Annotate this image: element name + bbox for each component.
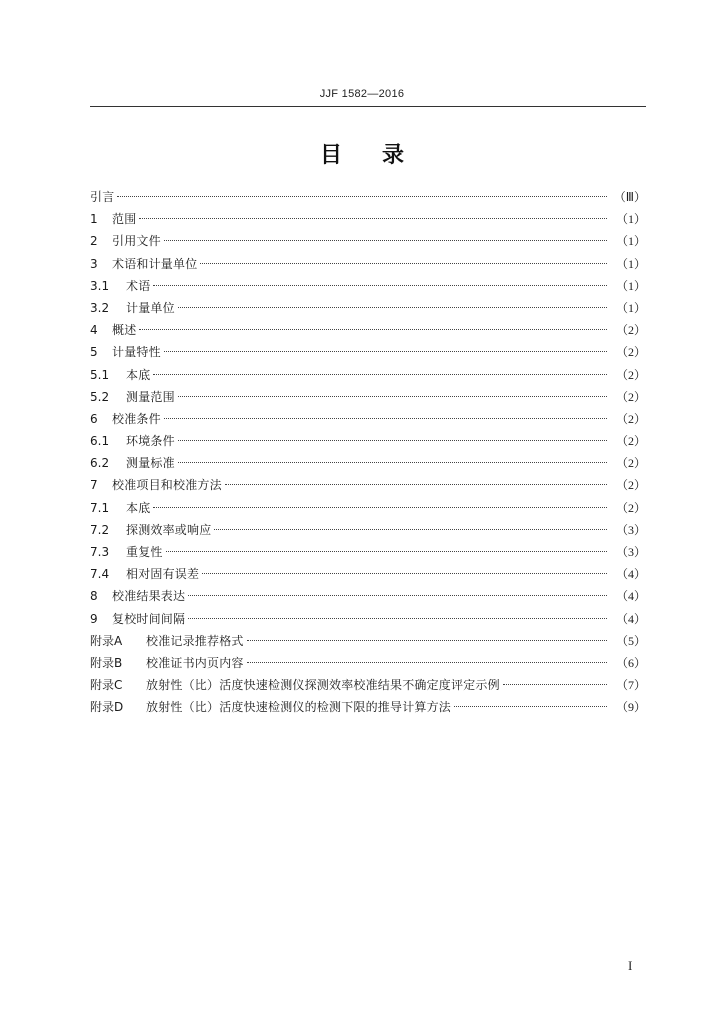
toc-entry-label: 校准项目和校准方法 [112,478,222,493]
toc-entry[interactable] [90,364,646,386]
toc-dot-leader [178,396,607,397]
toc-entry-page: （2） [615,367,646,382]
toc-entry-number: 5.2 [90,389,110,404]
toc-entry[interactable] [90,541,646,563]
toc-entry-label: 复校时间间隔 [112,611,186,626]
toc-entry-label: 概述 [112,323,137,338]
toc-entry[interactable] [90,275,646,297]
toc-dot-leader [503,684,607,685]
toc-entry[interactable] [90,186,646,208]
toc-dot-leader [139,218,607,219]
toc-entry-page: （1） [615,212,646,227]
toc-dot-leader [164,351,607,352]
toc-entry-page: （1） [615,300,646,315]
toc-entry-number: 3.1 [90,278,110,293]
page-number: I [628,958,633,973]
toc-dot-leader [153,507,607,508]
header-rule [90,106,646,107]
toc-entry[interactable] [90,608,646,630]
toc-entry-label: 范围 [112,212,137,227]
toc-entry-number: 7.1 [90,500,110,515]
toc-entry-label: 校准条件 [112,411,161,426]
toc-entry[interactable] [90,230,646,252]
toc-entry[interactable] [90,208,646,230]
toc-entry[interactable] [90,474,646,496]
toc-entry-label: 计量特性 [112,345,161,360]
toc-entry-page: （1） [615,256,646,271]
toc-entry-label: 测量范围 [126,389,175,404]
toc-dot-leader [214,529,607,530]
toc-entry-page: （3） [615,522,646,537]
toc-dot-leader [247,640,607,641]
toc-entry[interactable] [90,341,646,363]
toc-entry-number: 5 [90,345,98,360]
toc-entry-number: 3 [90,256,98,271]
toc-entry-number: 7.3 [90,545,110,559]
toc-dot-leader [117,196,607,197]
toc-dot-leader [178,462,607,463]
toc-entry-page: （Ⅲ） [613,190,646,204]
toc-entry[interactable] [90,430,646,452]
toc-entry-number: 4 [90,323,98,338]
toc-dot-leader [188,595,607,596]
toc-entry-page: （5） [615,633,646,648]
toc-entry-label: 术语 [126,278,151,293]
toc-entry-page: （2） [615,500,646,515]
toc-entry-label: 本底 [126,367,151,382]
toc-entry-label: 放射性（比）活度快速检测仪探测效率校准结果不确定度评定示例 [146,678,500,693]
toc-entry-label: 计量单位 [126,300,175,315]
toc-entry-number: 3.2 [90,300,110,315]
toc-dot-leader [166,551,607,552]
toc-entry[interactable] [90,452,646,474]
toc-entry[interactable] [90,319,646,341]
toc-entry[interactable] [90,386,646,408]
toc-entry-label: 校准结果表达 [112,589,186,604]
toc-entry[interactable] [90,696,646,718]
toc-entry-page: （4） [615,589,646,604]
toc-entry[interactable] [90,652,646,674]
toc-entry-page: （1） [615,278,646,293]
toc-entry[interactable] [90,563,646,585]
toc-entry-page: （2） [615,411,646,426]
toc-entry-number: 7.4 [90,567,110,582]
toc-entry-page: （2） [615,323,646,338]
toc-entry[interactable] [90,497,646,519]
toc-dot-leader [164,240,607,241]
toc-entry-number: 附录A [90,633,123,648]
toc-entry-number: 2 [90,234,98,249]
toc-entry-label: 重复性 [126,545,163,559]
toc-entry-label: 相对固有误差 [126,567,200,582]
toc-entry-page: （7） [615,678,646,693]
toc-entry-page: （3） [615,545,646,559]
toc-entry[interactable] [90,297,646,319]
toc-entry-page: （2） [615,478,646,493]
toc-entry[interactable] [90,585,646,607]
page-title: 目录 [319,143,444,168]
toc-entry-page: （1） [615,234,646,249]
toc-entry-page: （9） [615,700,646,715]
toc-entry-label: 测量标准 [126,456,175,471]
toc-entry-label: 探测效率或响应 [126,522,212,537]
standard-code-header: JJF 1582—2016 [319,88,405,100]
toc-entry-label: 本底 [126,500,151,515]
toc-dot-leader [153,374,607,375]
toc-entry-page: （2） [615,389,646,404]
toc-entry[interactable] [90,408,646,430]
toc-entry-page: （4） [615,611,646,626]
toc-dot-leader [178,307,607,308]
toc-entry-number: 1 [90,212,98,227]
toc-dot-leader [139,329,607,330]
toc-entry-label: 校准证书内页内容 [146,655,244,670]
toc-entry-label: 引言 [90,190,115,204]
toc-dot-leader [202,573,607,574]
toc-entry-label: 引用文件 [112,234,161,249]
toc-dot-leader [225,484,607,485]
toc-entry-page: （2） [615,434,646,449]
toc-entry-number: 7.2 [90,522,110,537]
toc-entry-number: 附录D [90,700,124,715]
toc-entry-number: 6.2 [90,456,110,471]
toc-entry-page: （2） [615,456,646,471]
toc-dot-leader [247,662,607,663]
toc-entry-number: 8 [90,589,98,604]
toc-entry[interactable] [90,253,646,275]
toc-entry-label: 校准记录推荐格式 [146,633,244,648]
toc-entry-page: （4） [615,567,646,582]
toc-entry-label: 环境条件 [126,434,175,449]
toc-entry-label: 术语和计量单位 [112,256,198,271]
toc-entry-number: 6.1 [90,434,110,449]
toc-dot-leader [178,440,607,441]
toc-entry[interactable] [90,674,646,696]
toc-dot-leader [188,618,607,619]
toc-entry-number: 9 [90,611,98,626]
toc-entry[interactable] [90,630,646,652]
toc-dot-leader [200,263,607,264]
toc-entry-number: 7 [90,478,98,493]
toc-dot-leader [164,418,607,419]
toc-dot-leader [153,285,607,286]
table-of-contents [90,186,646,719]
toc-entry-page: （2） [615,345,646,360]
toc-entry-number: 6 [90,411,98,426]
toc-dot-leader [454,706,607,707]
toc-entry-label: 放射性（比）活度快速检测仪的检测下限的推导计算方法 [146,700,452,715]
toc-entry[interactable] [90,519,646,541]
toc-entry-number: 附录B [90,655,123,670]
toc-entry-number: 5.1 [90,367,110,382]
toc-entry-number: 附录C [90,678,123,693]
toc-entry-page: （6） [615,655,646,670]
